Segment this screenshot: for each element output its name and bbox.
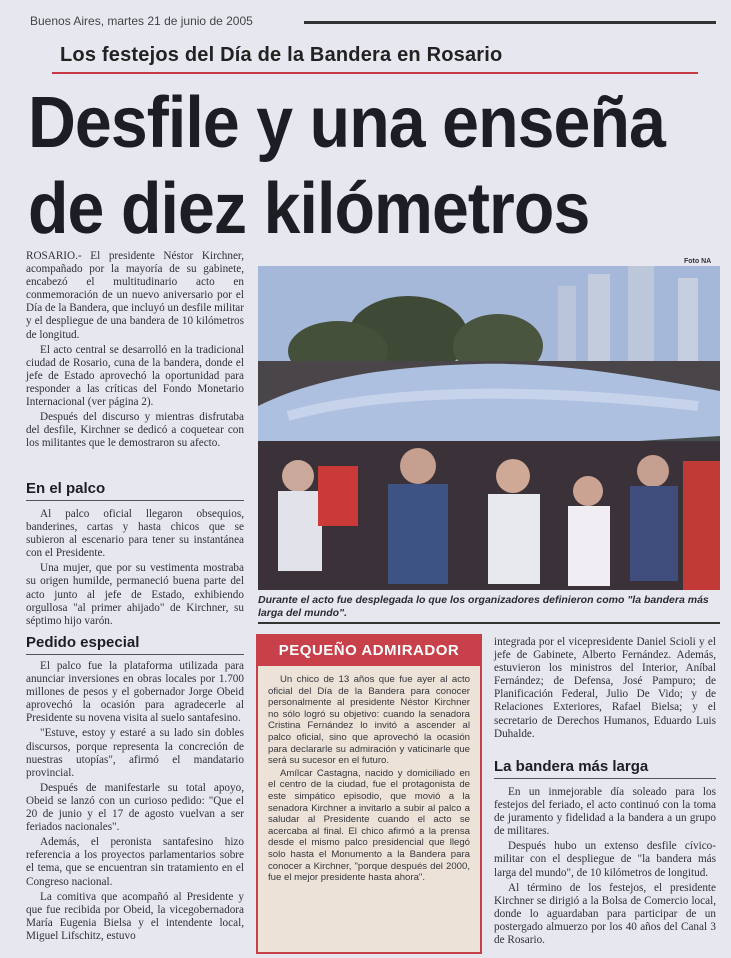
flag-crowd-illustration bbox=[258, 266, 720, 590]
box-paragraph: Un chico de 13 años que fue ayer al acto oficial del Día de la Bandera para conocer personalmente al presidente Néstor Kirchner no sólo logró su objetivo: cuando la senadora Cristina Fernández lo invitó a ascender al palco oficial, sino que aprovechó la ocasión para declararle su admiración y vaticinarle que será su sucesor en el futuro. bbox=[268, 674, 470, 767]
headline-line-1: Desfile y una enseña bbox=[28, 83, 665, 163]
body-paragraph: "Estuve, estoy y estaré a su lado sin dobles discursos, porque representa la concreción de nuestras utopías", afirmó el mandatario provincial. bbox=[26, 727, 244, 779]
kicker: Los festejos del Día de la Bandera en Rosario bbox=[60, 44, 503, 66]
section-pedido-especial bbox=[26, 660, 244, 945]
lead-paragraph: El acto central se desarrolló en la tradicional ciudad de Rosario, cuna de la bandera, donde el jefe de Estado aprovechó la oportunidad para responder a las críticas del Fondo Monetario Internacional (ver página 2). bbox=[26, 343, 244, 409]
dateline-rule bbox=[304, 21, 716, 24]
lead-text bbox=[26, 250, 244, 452]
headline-line-2: de diez kilómetros bbox=[28, 169, 590, 249]
box-paragraph: Amílcar Castagna, nacido y domiciliado en el centro de la ciudad, fue el protagonista de este simpático episodio, que movió a la senadora Kirchner a invitarlo a subir al palco a saludar al Presidente cuando el acto se acercaba al final. El chico afirmó a la prensa desde el mismo palco presidencial que llegó solo hasta el Monumento a la Bandera para conocer a Kirchner, "porque después del 2000, fue el mejor presidente hasta ahora". bbox=[268, 767, 470, 884]
sidebar-box bbox=[256, 634, 482, 954]
body-paragraph: Al palco oficial llegaron obsequios, banderines, cartas y hasta chicos que se subieron al escenario para tener su instantánea con el Presidente. bbox=[26, 508, 244, 560]
subhead-rule bbox=[494, 778, 716, 779]
photo-credit: Foto NA bbox=[684, 258, 712, 265]
body-paragraph: Después de manifestarle su total apoyo, Obeid se lanzó con un curioso pedido: "Que el 20 de junio y el 17 de agosto vuelvan a ser feriados nacionales". bbox=[26, 781, 244, 834]
lead-paragraph: Después del discurso y mientras disfrutaba del desfile, Kirchner se dedicó a coquetear con los militantes que le demostraron su afecto. bbox=[26, 411, 244, 450]
section-la-bandera-mas-larga bbox=[494, 786, 716, 949]
kicker-rule bbox=[52, 72, 698, 74]
body-paragraph: Después hubo un extenso desfile cívico-militar con el despliegue de "la bandera más larga del mundo", de 10 kilómetros de longitud. bbox=[494, 840, 716, 879]
sidebar-box-title: PEQUEÑO ADMIRADOR bbox=[258, 636, 480, 666]
subhead-pedido-especial: Pedido especial bbox=[26, 634, 140, 651]
body-paragraph: En un inmejorable día soleado para los festejos del feriado, el acto continuó con la toma de juramento y fidelidad a la bandera a un grupo de militares. bbox=[494, 786, 716, 838]
headline bbox=[28, 80, 672, 252]
col3-continuation bbox=[494, 636, 716, 743]
caption-rule bbox=[258, 622, 720, 624]
body-paragraph: Al término de los festejos, el presidente Kirchner se dirigió a la Bolsa de Comercio local, donde lo aguardaban para participar de un postergado almuerzo por los 40 años del Canal 3 de Rosario. bbox=[494, 881, 716, 947]
lead-paragraph: ROSARIO.- El presidente Néstor Kirchner, acompañado por la mayoría de su gabinete, encabezó el multitudinario acto en conmemoración de un nuevo aniversario por el Día de la Bandera, que incluyó un desfile militar y el despliegue de una bandera de 10 kilómetros de longitud. bbox=[26, 250, 244, 341]
subhead-rule bbox=[26, 654, 244, 655]
photo-caption: Durante el acto fue desplegada lo que los organizadores definieron como "la bandera más larga del mundo". bbox=[258, 594, 709, 619]
body-paragraph: Una mujer, que por su vestimenta mostraba su origen humilde, permaneció buena parte del acto junto al jefe de Estado, exhibiendo orgullosa "al primer ahijado" de Kirchner, su séptimo hijo varón. bbox=[26, 562, 244, 627]
section-en-el-palco bbox=[26, 508, 244, 630]
body-paragraph: integrada por el vicepresidente Daniel Scioli y el jefe de Gabinete, Alberto Fernández. Además, estuvieron los ministros del Interior, Aníbal Fernández; de Defensa, José Pampuro; de Planificación Federal, Julio De Vido; y de Relaciones Exteriores, Rafael Bielsa; y el secretario de Derechos Humanos, Eduardo Luis Duhalde. bbox=[494, 636, 716, 740]
body-paragraph: Además, el peronista santafesino hizo referencia a los proyectos parlamentarios sobre el tema, que se encuentran sin tratamiento en el Congreso nacional. bbox=[26, 836, 244, 888]
subhead-la-bandera-mas-larga: La bandera más larga bbox=[494, 758, 649, 775]
body-paragraph: El palco fue la plataforma utilizada para anunciar inversiones en obras locales por 1.700 millones de pesos y el gobernador Jorge Obeid aprovechó la ocasión para agradecerle al Presidente su novena visita al suelo santafesino. bbox=[26, 660, 244, 725]
flag-photo bbox=[258, 266, 720, 590]
subhead-rule bbox=[26, 500, 244, 501]
body-paragraph: La comitiva que acompañó al Presidente y que fue recibida por Obeid, la vicegobernadora María Eugenia Bielsa y el intendente local, Miguel Lifschitz, estuvo bbox=[26, 890, 244, 942]
subhead-en-el-palco: En el palco bbox=[26, 480, 106, 497]
dateline: Buenos Aires, martes 21 de junio de 2005 bbox=[30, 14, 253, 28]
sidebar-box-text bbox=[268, 674, 470, 885]
